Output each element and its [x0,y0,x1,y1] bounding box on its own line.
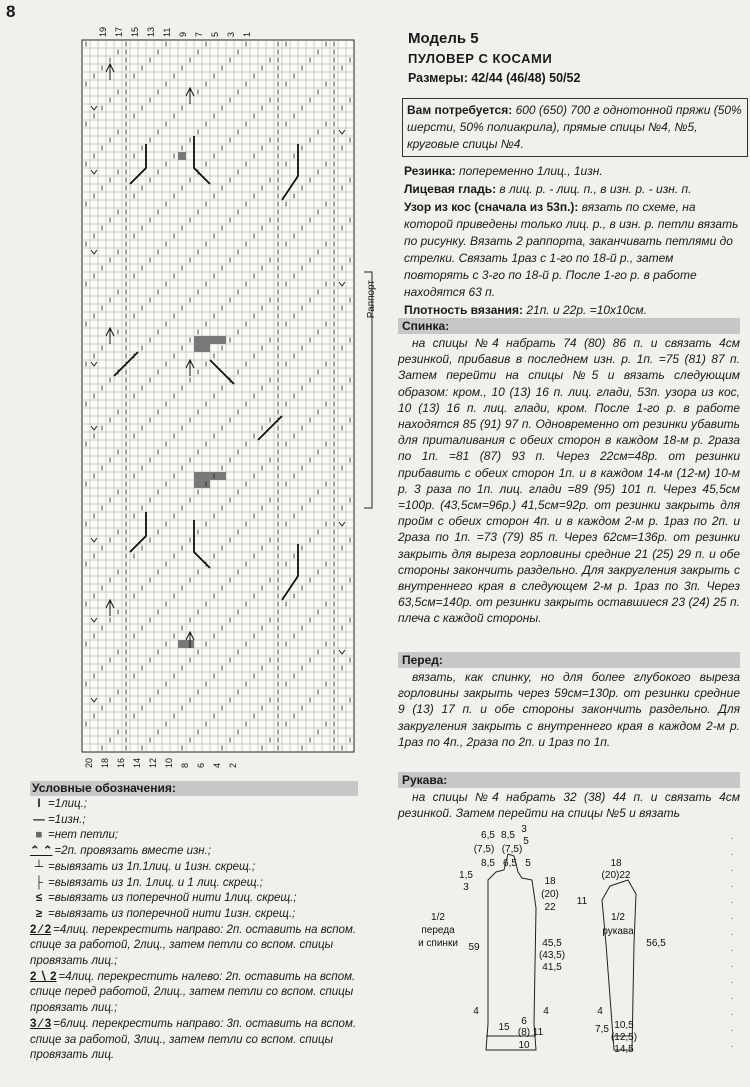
page-number: 8 [6,2,16,21]
legend-text: =вывязать из 1п.1лиц. и 1изн. скрещ.; [48,860,256,873]
rapport-label: Раппорт [366,280,377,319]
chart-bottom-row-number: 10 [163,757,174,768]
sleeve-label-1: 1/2 [611,912,625,923]
sleeve-label-2: рукава [602,926,634,937]
legend-item [30,923,380,970]
no-stitch-cell [202,472,210,480]
legend-item [30,907,380,923]
legend-symbol: 2 ⁄ 2 [30,923,52,936]
dim-top-d: (7,5) [473,844,495,855]
spec-text: попеременно 1лиц., 1изн. [459,164,603,178]
chart-bottom-row-number: 8 [179,762,190,768]
model-title: Модель 5 [408,30,479,47]
dim-top-b: 8,5 [501,830,515,841]
dim-top-e: (7,5) [501,844,523,855]
chart-top-row-number: 19 [98,26,108,37]
dim-top-g: 8,5 [481,858,495,869]
dim-height-total: 59 [468,942,480,953]
front-section [398,652,740,750]
legend-item [30,860,380,876]
cable-knitting-chart [70,22,358,770]
no-stitch-cell [210,336,218,344]
dim-sleeve-bottom-a: 7,5 [595,1024,609,1035]
no-stitch-cell [218,336,226,344]
dim-armhole-c: 22 [544,902,556,913]
no-stitch-cell [194,336,202,344]
legend-text: =вывязать из 1п. 1лиц. и 1 лиц. скрещ.; [48,876,263,889]
legend-text: =4лиц. перекрестить направо: 2п. оставить на вспом. спице за работой, 2лиц., затем петли со вспом. спицы провязать лиц.; [30,923,357,968]
no-stitch-cell [218,472,226,480]
dim-bottom-e: 10 [518,1040,530,1051]
no-stitch-cell [178,152,186,160]
dim-top-c: 3 [521,824,527,835]
dim-left-b: 3 [463,882,469,893]
legend-symbol: 3 ⁄ 3 [30,1017,52,1030]
legend-symbol: ≥ [35,907,43,920]
model-name: ПУЛОВЕР С КОСАМИ [408,51,553,66]
legend-text: =вывязать из поперечной нити 1лиц. скрещ.; [48,892,297,905]
chart-bottom-row-number: 14 [131,757,142,768]
dim-bottom-a: 15 [498,1022,510,1033]
chart-bottom-row-number: 18 [99,757,110,768]
dim-height-c: 41,5 [542,962,562,973]
chart-top-row-number: 15 [130,26,140,37]
front-back-label-2: переда [421,925,455,936]
dim-sleeve-cap: 11 [576,896,588,907]
chart-top-row-number: 5 [210,31,220,37]
spec-label: Узор из кос (сначала из 53п.): [404,200,579,214]
legend-text: =6лиц. перекрестить направо: 3п. оставить на вспом. спице за работой, 3лиц., затем петли со вспом. спицы провязать лиц. [30,1017,357,1062]
dim-sleeve-bottom-b: 10,5 [614,1020,634,1031]
dim-armhole-a: 18 [544,876,556,887]
chart-top-row-number: 7 [194,31,204,37]
materials-box [402,98,748,157]
sleeves-heading: Рукава: [398,772,740,788]
chart-top-row-number: 9 [178,31,188,37]
spec-item [404,302,740,319]
legend-text: =нет петли; [48,829,119,842]
front-text: вязать, как спинку, но для более глубокого выреза горловины закрыть через 59см=130р. от резинки средние 9 (13) 17 п. и обе стороны закончить раздельно. Для закругления закрыть с внутреннего края в каждом 2-м р. 1раз по 4п., 2раза по 2п. и 1раз по 1п. [398,670,740,749]
body-outline [486,854,536,1050]
legend-symbol: — [33,813,45,826]
legend-symbol: 2 ∖ 2 [30,970,57,983]
spec-label: Лицевая гладь: [404,182,497,196]
specs-block [404,163,740,320]
dim-top-i: 5 [525,858,531,869]
legend-symbol: ⌃ ⌃ [30,845,53,858]
dim-rib-right: 4 [543,1006,549,1017]
legend-text: =2п. провязать вместе изн.; [54,845,212,858]
front-back-label-3: и спинки [418,938,458,949]
legend-symbol: ≤ [35,892,43,905]
spec-text: в лиц. р. - лиц. п., в изн. р. - изн. п. [499,182,692,196]
chart-bottom-row-number: 12 [147,757,158,768]
chart-bottom-row-number: 20 [83,757,94,768]
spec-text: вязать по схеме, на которой приведены только лиц. р., в изн. р. петли вязать по рисунку. Вязать 2 раппорта, заканчивать петлями до стрелки. Связать 1раз с 1-го по 18-й р., затем повторять с 3-го по 18-й р. После 1-го р. в работе находятся 63 п. [404,200,739,299]
spec-label: Резинка: [404,164,456,178]
no-stitch-cell [178,640,186,648]
chart-top-row-number: 13 [146,26,156,37]
back-text: на спицы №4 набрать 74 (80) 86 п. и связать 4см резинкой, прибавив в последнем изн. р. 1п. =75 (81) 87 п. Затем перейти на спицы №5 и вязать следующим образом: кром., 10 (13) 16 п. лиц. глади, 53п. узора из кос, 10 (13) 16 п. лиц. глади, кром. После 1-го р. в работе находятся 85 (91) 97 п. Одновременно от резинки убавить для приталивания с обеих сторон в каждом 18-м р. 2раза по 1п. =81 (87) 93 п. Через 22см=48р. от резинки прибавить с обеих сторон 1п. и в каждом 14-м (12-м) 10-м р. 3 раза по 1п. лиц. глади =89 (95) 101 п. Через 45,5см =100р. (43,5см=96р.) 41,5см=92р. от резинки закрыть для пройм с обеих сторон 4п. и в каждом 2-м р. 1раз по 2п. и 2раза по 1п. =73 (79) 85 п. Через 62см=136р. от резинки закрыть для выреза горловины средние 21 (25) 29 п. и обе стороны закончить раздельно. Для закругления закрыть с внутреннего края в следующем 2-м р. 1раз по 3п. Через 63,5см=140р. от резинки закрыть оставшиеся 23 (24) 25 п. плеча с каждой стороны. [398,336,740,626]
legend-item [30,844,380,860]
chart-bottom-row-number: 2 [227,762,238,768]
dim-bottom-b: 6 [521,1016,527,1027]
legend-item [30,797,380,813]
no-stitch-cell [194,344,202,352]
legend-title: Условные обозначения: [30,781,358,796]
legend-item [30,813,380,829]
legend-symbol: ■ [35,829,43,842]
chart-bottom-row-number: 4 [211,762,222,768]
sleeves-section [398,772,740,821]
dim-rib-left: 4 [473,1006,479,1017]
model-sizes: Размеры: 42/44 (46/48) 50/52 [408,71,581,85]
no-stitch-cell [194,480,202,488]
dim-sleeve-top-b: (20)22 [601,870,631,881]
chart-top-row-number: 17 [114,26,124,37]
front-heading: Перед: [398,652,740,668]
legend-item [30,970,380,1017]
dim-height-a: 45,5 [542,938,562,949]
front-back-label-1: 1/2 [431,912,445,923]
dim-bottom-d: 11 [532,1027,544,1038]
spec-item [404,199,740,301]
spec-item [404,181,740,198]
legend-symbol: ├ [34,876,44,889]
back-heading: Спинка: [398,318,740,334]
legend-item [30,1017,380,1064]
spec-label: Плотность вязания: [404,303,524,317]
chart-bottom-row-number: 6 [195,762,206,768]
spec-text: 21п. и 22р. =10х10см. [526,303,647,317]
no-stitch-cell [202,336,210,344]
legend-symbol: I [37,798,41,810]
legend-text: =вывязать из поперечной нити 1изн. скрещ.; [48,907,296,920]
dim-sleeve-bottom-c: (12,5) [610,1032,638,1043]
chart-top-row-number: 3 [226,31,236,37]
sleeves-text: на спицы №4 набрать 32 (38) 44 п. и связать 4см резинкой. Затем перейти на спицы №5 и вязать [398,790,740,821]
legend-item [30,876,380,892]
dim-bottom-c: (8) [517,1027,531,1038]
side-decoration-marks: - - - - - - - - - - - - - - [730,833,734,1051]
legend-text: =1изн.; [48,813,86,826]
chart-top-row-number: 11 [162,27,172,37]
no-stitch-cell [202,344,210,352]
pattern-diagram [396,824,716,1084]
dim-sleeve-rib: 4 [597,1006,603,1017]
chart-bottom-row-number: 16 [115,757,126,768]
legend-text: =1лиц.; [48,798,87,810]
legend-item [30,891,380,907]
dim-height-b: (43,5) [538,950,566,961]
rapport-bracket [364,270,386,510]
dim-sleeve-length: 56,5 [646,938,666,949]
dim-sleeve-bottom-d: 14,5 [614,1044,634,1055]
dim-armhole-b: (20) [541,889,559,900]
dim-left-a: 1,5 [459,870,473,881]
materials-label: Вам потребуется: [407,103,513,117]
legend-item [30,828,380,844]
materials-text: 600 (650) 700 г однотонной пряжи (50% шерсти, 50% полиакрила), прямые спицы №4, №5, круговые спицы №4. [407,103,742,151]
no-stitch-cell [194,472,202,480]
dim-top-h: 6,5 [503,858,517,869]
legend-symbol: ┴ [34,860,44,873]
dim-top-a: 6,5 [481,830,495,841]
back-section [398,318,740,627]
dim-sleeve-top-a: 18 [610,858,622,869]
legend-list [30,797,380,1064]
dim-top-f: 5 [523,836,529,847]
spec-item [404,163,740,180]
legend-text: =4лиц. перекрестить налево: 2п. оставить на вспом. спице перед работой, 2лиц., затем петли со вспом. спицы провязать лиц.; [30,970,356,1015]
chart-top-row-number: 1 [242,31,252,37]
side-decoration [720,830,744,1070]
